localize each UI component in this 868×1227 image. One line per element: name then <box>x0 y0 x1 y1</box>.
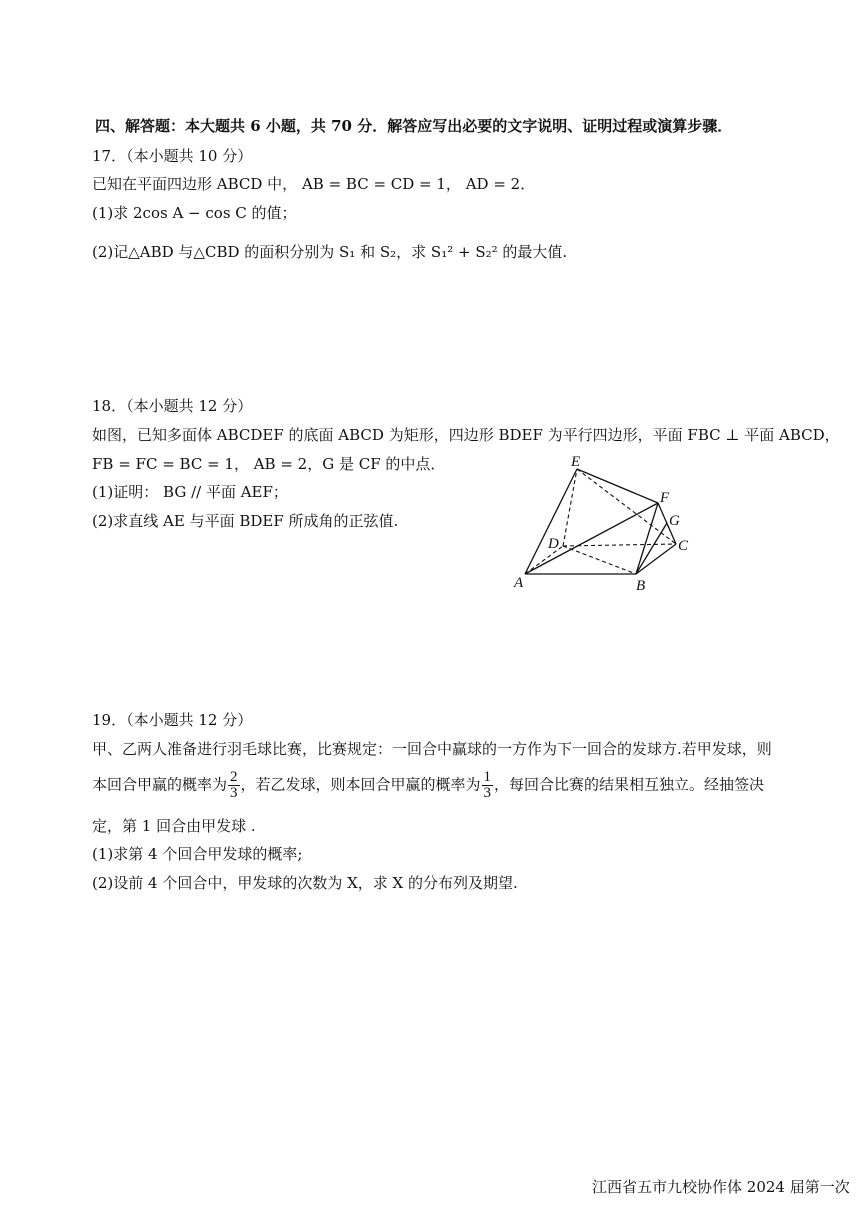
q17-part1: (1)求 2cos A − cos C 的值； <box>92 204 297 222</box>
fraction-one-third: $\frac{1}{3}$ <box>483 769 492 801</box>
fraction-two-thirds: $\frac{2}{3}$ <box>230 769 238 801</box>
q19-part2: (2)设前 4 个回合中，甲发球的次数为 X，求 X 的分布列及期望. <box>92 874 518 892</box>
edge-bg <box>636 523 667 574</box>
edge-de <box>563 469 577 546</box>
q19-line2-a: 本回合甲赢的概率为 <box>92 775 228 794</box>
edge-bc <box>636 544 676 574</box>
label-e: E <box>571 454 581 470</box>
edge-ef <box>577 469 658 503</box>
edge-ec <box>577 469 676 544</box>
edge-af <box>525 503 658 574</box>
polyhedron-figure <box>505 450 715 595</box>
q18-line1: 如图，已知多面体 ABCDEF 的底面 ABCD 为矩形，四边形 BDEF 为平行四边形，平面 FBC ⊥ 平面 ABCD， <box>92 426 840 444</box>
edge-db <box>563 546 636 574</box>
label-f: F <box>660 490 670 506</box>
label-d: D <box>548 536 559 552</box>
edge-ae <box>525 469 577 574</box>
q19-line1: 甲、乙两人准备进行羽毛球比赛，比赛规定：一回合中赢球的一方作为下一回合的发球方.若甲发球，则 <box>92 740 772 758</box>
label-g: G <box>669 513 680 529</box>
q18-line2: FB = FC = BC = 1， AB = 2，G 是 CF 的中点． <box>92 455 446 473</box>
label-c: C <box>678 538 689 554</box>
footer-text: 江西省五市九校协作体 2024 届第一次 <box>592 1178 850 1196</box>
label-b: B <box>636 578 646 594</box>
q18-part1: (1)证明： BG // 平面 AEF； <box>92 483 288 501</box>
q19-part1: (1)求第 4 个回合甲发球的概率; <box>92 845 303 863</box>
q19-line2-c: ，每回合比赛的结果相互独立。经抽签决 <box>494 775 765 794</box>
q19-title: 19．（本小题共 12 分） <box>92 711 253 729</box>
q18-part2: (2)求直线 AE 与平面 BDEF 所成角的正弦值. <box>92 512 399 530</box>
q17-part2: (2)记△ABD 与△CBD 的面积分别为 S₁ 和 S₂，求 S₁² + S₂² 的最大值. <box>92 243 568 261</box>
q18-title: 18．（本小题共 12 分） <box>92 397 253 415</box>
q17-title: 17．（本小题共 10 分） <box>92 147 253 165</box>
section-header: 四、解答题：本大题共 6 小题，共 70 分．解答应写出必要的文字说明、证明过程或演算步骤． <box>95 117 733 135</box>
q17-given: 已知在平面四边形 ABCD 中， AB = BC = CD = 1， AD = 2． <box>92 175 536 193</box>
q19-line2 <box>92 770 764 801</box>
q19-line3: 定，第 1 回合由甲发球 . <box>92 817 256 835</box>
label-a: A <box>514 575 524 591</box>
q19-line2-b: ，若乙发球，则本回合甲赢的概率为 <box>240 775 481 794</box>
